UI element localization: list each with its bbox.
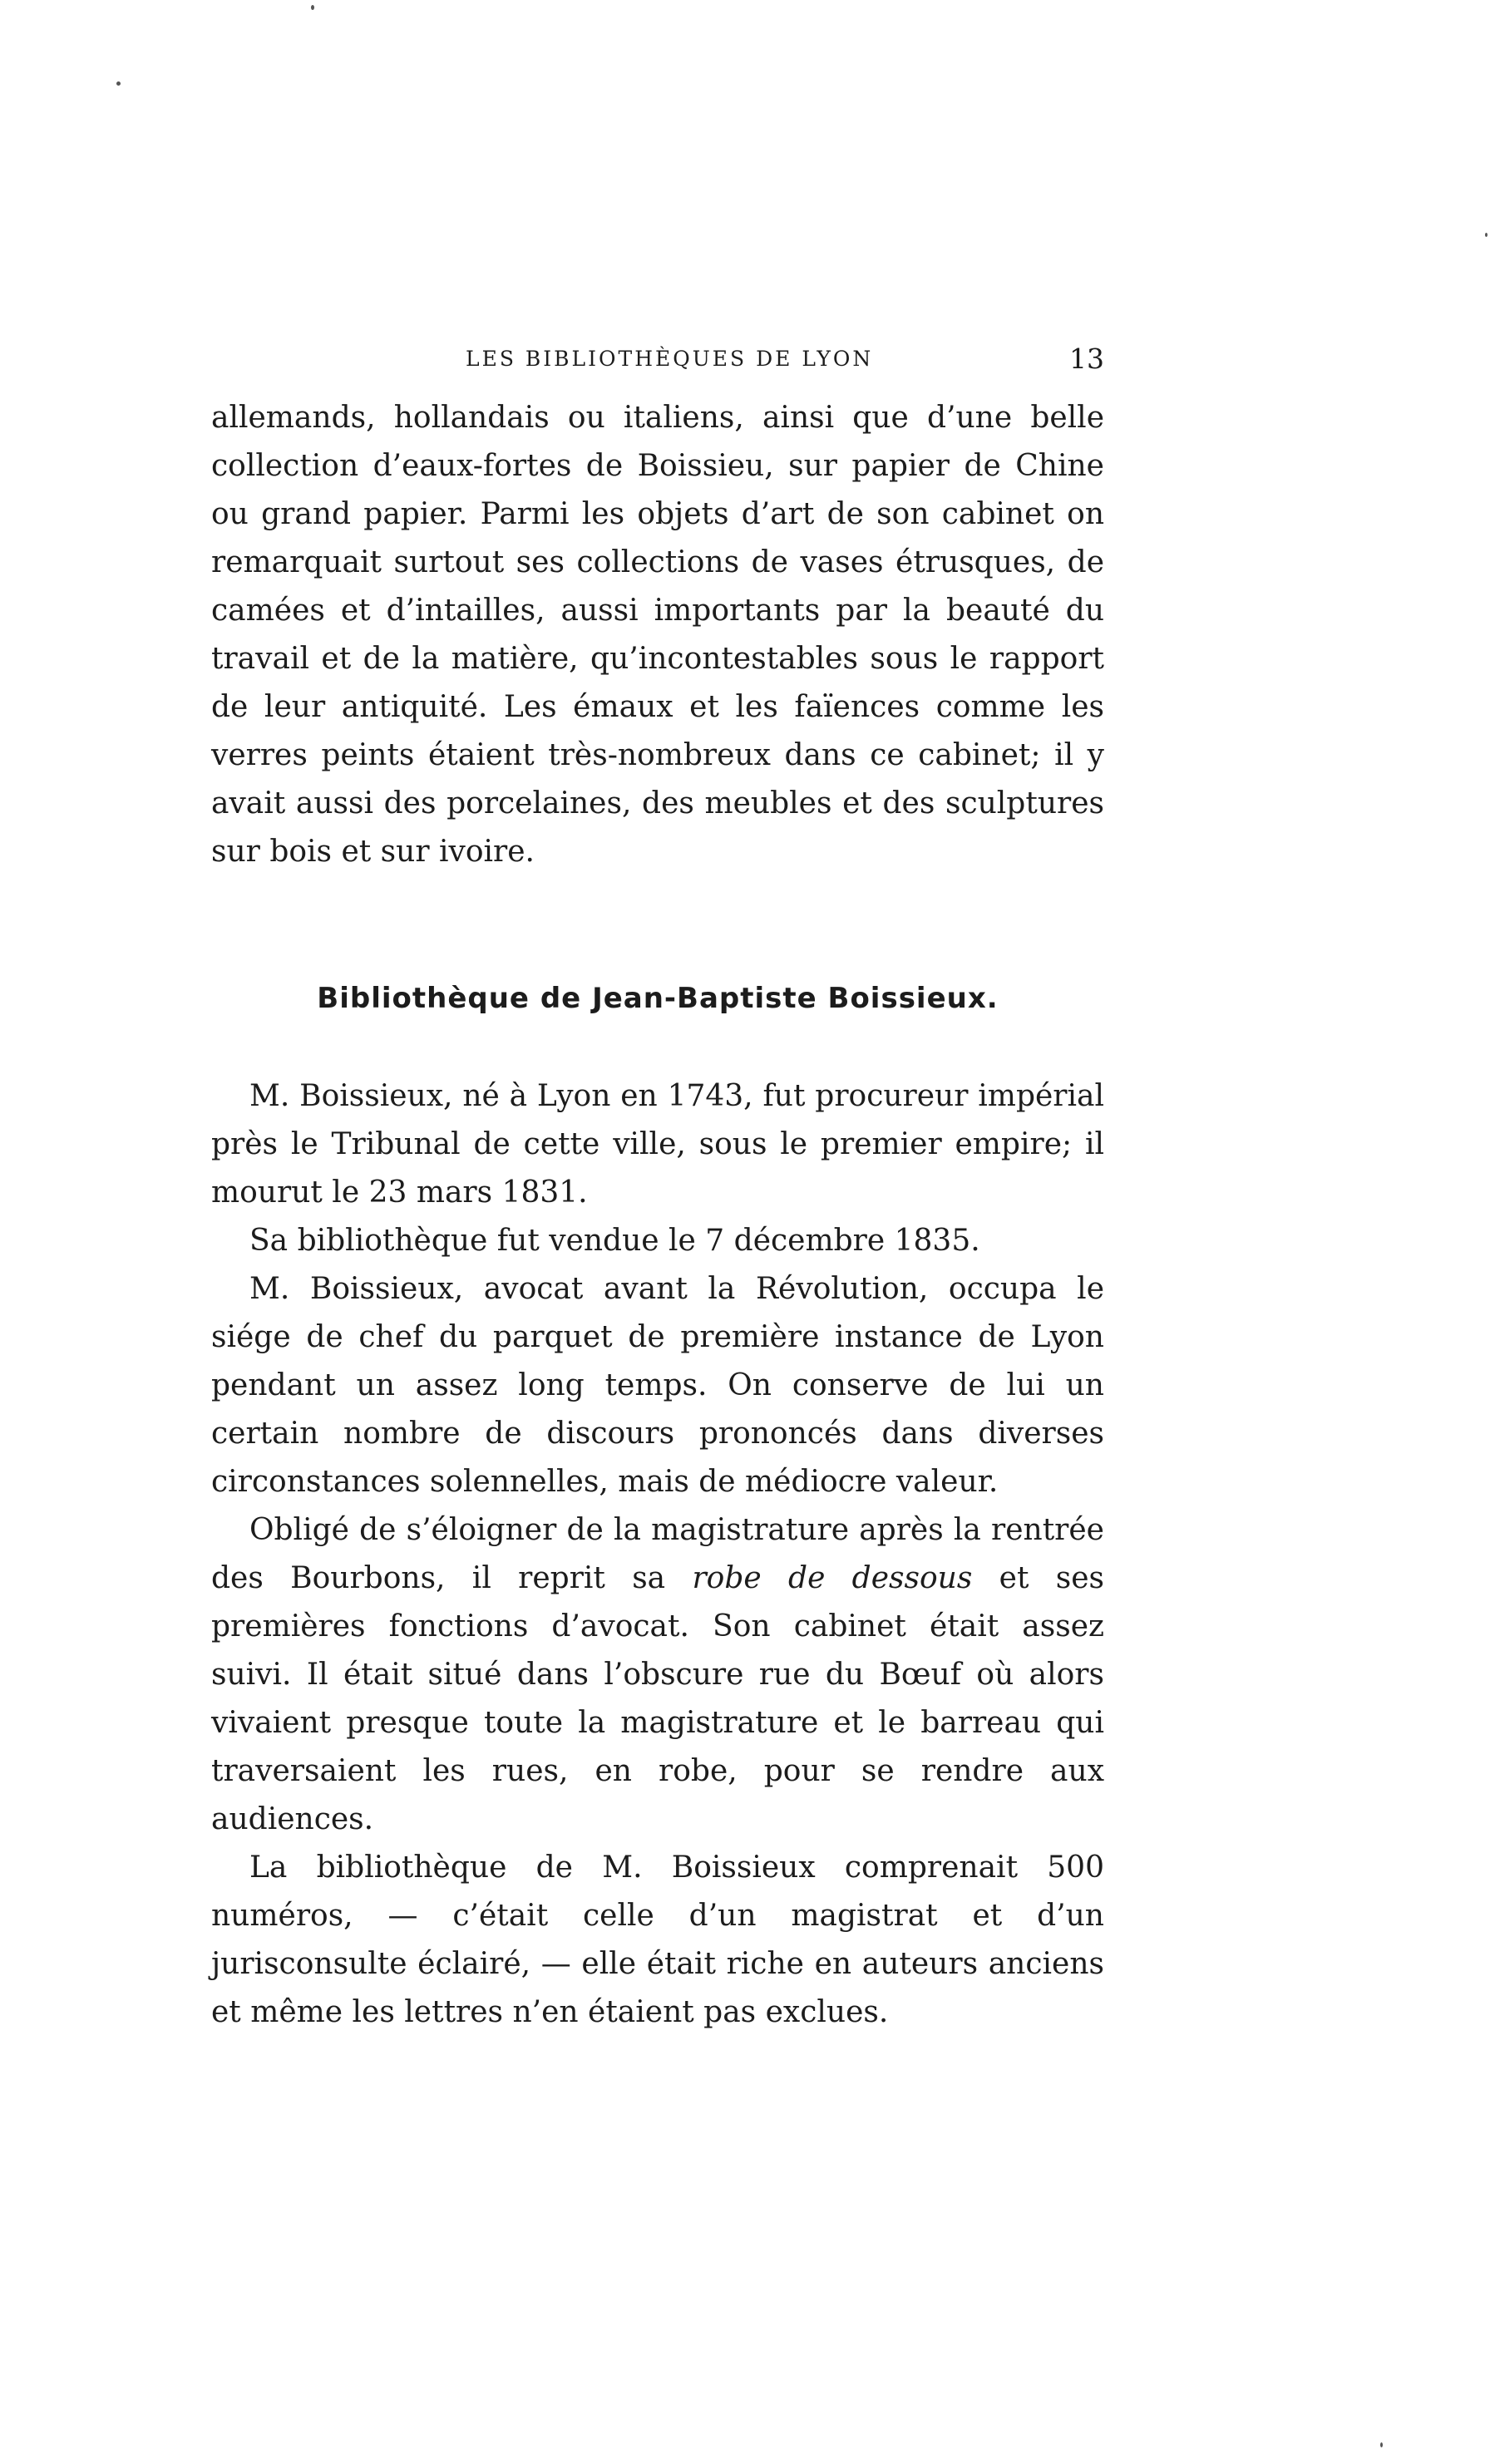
robe-text-before: Obligé de s’éloigner de la magistrature après la rentrée des Bourbons, il reprit sa: [211, 1513, 1104, 1595]
paragraph-sale-date: Sa bibliothèque fut vendue le 7 décembre 1835.: [249, 1224, 980, 1258]
section-body: [211, 1072, 1104, 2037]
paragraph-robe: [211, 1506, 1104, 1844]
paper-speck: [116, 81, 121, 86]
paper-speck: [1485, 233, 1488, 237]
paper-speck: [1380, 2442, 1383, 2447]
paragraph-library: La bibliothèque de M. Boissieux comprenait 500 numéros, — c’était celle d’un magistrat et d’un jurisconsulte éclairé, — elle était riche en auteurs anciens et même les lettres n’en étaient pas exclues.: [211, 1850, 1104, 2029]
section-heading: Bibliothèque de Jean-Baptiste Boissieux.: [317, 982, 999, 1015]
robe-italic-phrase: robe de dessous: [692, 1561, 973, 1595]
page-number: 13: [1069, 342, 1104, 375]
continuation-text: [211, 394, 1104, 876]
paragraph-career: M. Boissieux, avocat avant la Révolution, occupa le siége de chef du parquet de première instance de Lyon pendant un assez long temps. On conserve de lui un certain nombre de discours prononcés dans diverses circonstances solennelles, mais de médiocre valeur.: [211, 1272, 1104, 1499]
paragraph-biography: M. Boissieux, né à Lyon en 1743, fut procureur impérial près le Tribunal de cette ville, sous le premier empire; il mourut le 23 mars 1831.: [211, 1079, 1104, 1210]
running-title: LES BIBLIOTHÈQUES DE LYON: [466, 347, 874, 371]
continuation-paragraph: allemands, hollandais ou italiens, ainsi que d’une belle collection d’eaux-fortes de Boissieu, sur papier de Chine ou grand papier. Parmi les objets d’art de son cabinet on remarquait surtout ses collections de vases étrusques, de camées et d’intailles, aussi importants par la beauté du travail et de la matière, qu’incontestables sous le rapport de leur antiquité. Les émaux et les faïences comme les verres peints étaient très-nombreux dans ce cabinet; il y avait aussi des porcelaines, des meubles et des sculptures sur bois et sur ivoire.: [211, 401, 1104, 869]
robe-text-after: et ses premières fonctions d’avocat. Son cabinet était assez suivi. Il était situé dans l’obscure rue du Bœuf où alors vivaient presque toute la magistrature et le barreau qui traversaient les rues, en robe, pour se rendre aux audiences.: [211, 1561, 1104, 1836]
running-head: [466, 342, 1104, 376]
paper-speck: [311, 5, 314, 10]
